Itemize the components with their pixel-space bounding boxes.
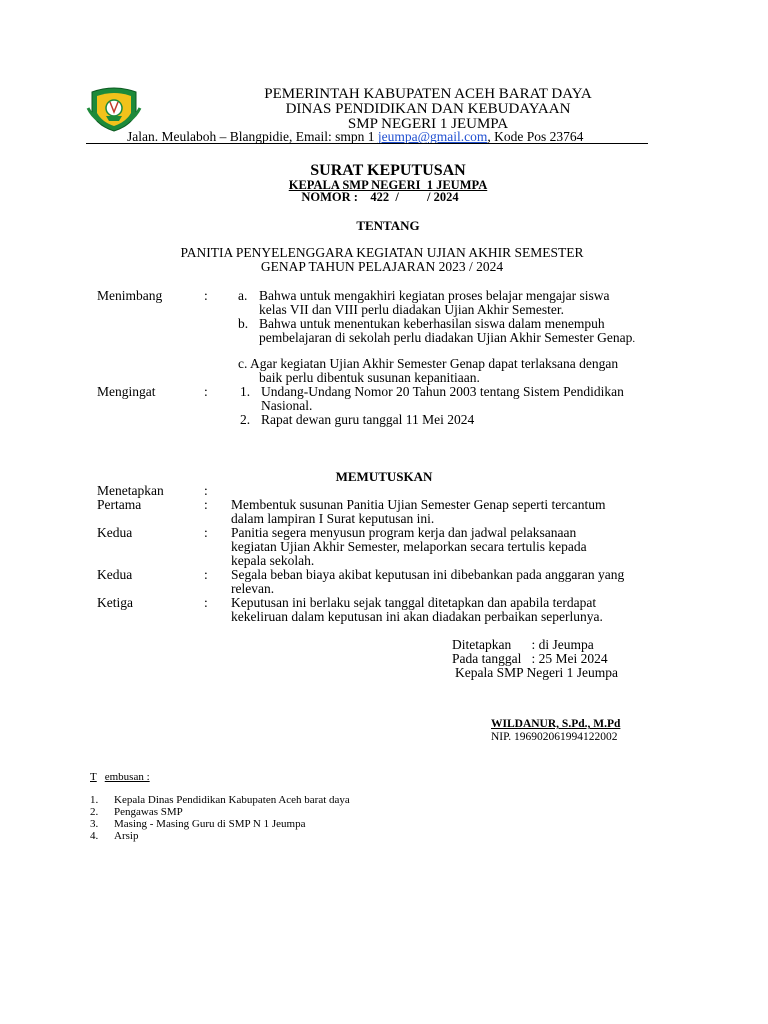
tembusan-item-4-number: 4. <box>90 830 99 842</box>
tembusan-t: T <box>90 771 97 783</box>
mengingat-2-marker: 2. <box>240 412 251 427</box>
pertama-colon: : <box>204 497 208 512</box>
menimbang-b-line-1: Bahwa untuk menentukan keberhasilan siswa dalam menempuh <box>259 316 605 331</box>
mengingat-1-marker: 1. <box>240 384 251 399</box>
menimbang-b-marker: b. <box>238 316 249 331</box>
kedua-line-2: kegiatan Ujian Akhir Semester, melaporkan secara tertulis kepada <box>231 539 587 554</box>
document-title: SURAT KEPUTUSAN <box>310 162 466 179</box>
tembusan-item-1: Kepala Dinas Pendidikan Kabupaten Aceh barat daya <box>114 794 350 806</box>
document-subtitle: KEPALA SMP NEGERI 1 JEUMPA <box>288 178 488 192</box>
email-link[interactable]: jeumpa@gmail.com <box>377 129 488 144</box>
pertama-line-2: dalam lampiran I Surat keputusan ini. <box>231 511 435 526</box>
kedua-label: Kedua <box>97 525 133 540</box>
mengingat-colon: : <box>204 384 208 399</box>
ditetapkan-line: Ditetapkan : di Jeumpa <box>452 637 594 652</box>
jabatan-line: Kepala SMP Negeri 1 Jeumpa <box>455 665 618 680</box>
address-line <box>127 130 583 144</box>
pertama-label: Pertama <box>97 497 142 512</box>
tembusan-item-3: Masing - Masing Guru di SMP N 1 Jeumpa <box>114 818 306 830</box>
header-line-2: DINAS PENDIDIKAN DAN KEBUDAYAAN <box>285 101 571 117</box>
menimbang-b-line-2-text: pembelajaran di sekolah perlu diadakan Ujian Akhir Semester Genap <box>259 330 633 345</box>
menimbang-a-marker: a. <box>238 288 248 303</box>
tembusan-item-4: Arsip <box>114 830 139 842</box>
ketiga-label: Ketiga <box>97 595 133 610</box>
kedua-colon: : <box>204 525 208 540</box>
kedua-b-line-2: relevan. <box>231 581 275 596</box>
menimbang-c-line-1: c. Agar kegiatan Ujian Akhir Semester Genap dapat terlaksana dengan <box>238 356 619 371</box>
subject-line-1: PANITIA PENYELENGGARA KEGIATAN UJIAN AKHIR SEMESTER <box>180 245 584 260</box>
tembusan-item-2: Pengawas SMP <box>114 806 183 818</box>
signatory-name: WILDANUR, S.Pd., M.Pd <box>491 718 621 730</box>
header-line-3: SMP NEGERI 1 JEUMPA <box>347 116 509 132</box>
tanggal-line: Pada tanggal : 25 Mei 2024 <box>452 651 608 666</box>
address-prefix: Jalan. Meulaboh – Blangpidie, Email: smpn 1 <box>127 129 378 144</box>
address-suffix: , Kode Pos 23764 <box>487 129 584 144</box>
mengingat-2-line: Rapat dewan guru tanggal 11 Mei 2024 <box>261 412 475 427</box>
tembusan-heading <box>90 771 150 783</box>
menimbang-b-line-2-period: . <box>632 333 636 345</box>
subject-line-2: GENAP TAHUN PELAJARAN 2023 / 2024 <box>260 259 504 274</box>
document-number: NOMOR : 422 / / 2024 <box>301 190 459 204</box>
tembusan-item-2-number: 2. <box>90 806 99 818</box>
header-divider <box>86 143 648 144</box>
signatory-nip: NIP. 196902061994122002 <box>491 731 618 743</box>
ketiga-line-1: Keputusan ini berlaku sejak tanggal ditetapkan dan apabila terdapat <box>231 595 597 610</box>
header-line-1: PEMERINTAH KABUPATEN ACEH BARAT DAYA <box>264 86 592 102</box>
kedua-line-1: Panitia segera menyusun program kerja dan jadwal pelaksanaan <box>231 525 577 540</box>
memutuskan-heading: MEMUTUSKAN <box>335 469 433 484</box>
tembusan-item-3-number: 3. <box>90 818 99 830</box>
mengingat-label: Mengingat <box>97 384 156 399</box>
ketiga-line-2: kekeliruan dalam keputusan ini akan diadakan perbaikan seperlunya. <box>231 609 603 624</box>
tembusan-item-1-number: 1. <box>90 794 99 806</box>
tentang-heading: TENTANG <box>356 218 420 233</box>
menimbang-a-line-1: Bahwa untuk mengakhiri kegiatan proses belajar mengajar siswa <box>259 288 610 303</box>
menimbang-colon: : <box>204 288 208 303</box>
tembusan-rest: embusan : <box>104 771 150 783</box>
ketiga-colon: : <box>204 595 208 610</box>
kedua-line-3: kepala sekolah. <box>231 553 315 568</box>
regency-logo <box>86 86 142 132</box>
mengingat-1-line-1: Undang-Undang Nomor 20 Tahun 2003 tentang Sistem Pendidikan <box>261 384 624 399</box>
menetapkan-colon: : <box>204 483 208 498</box>
menimbang-c-line-2: baik perlu dibentuk susunan kepanitiaan. <box>259 370 480 385</box>
menimbang-a-line-2: kelas VII dan VIII perlu diadakan Ujian Akhir Semester. <box>259 302 565 317</box>
mengingat-1-line-2: Nasional. <box>261 398 313 413</box>
menetapkan-label: Menetapkan <box>97 483 164 498</box>
kedua-b-line-1: Segala beban biaya akibat keputusan ini dibebankan pada anggaran yang <box>231 567 625 582</box>
menimbang-b-line-2 <box>259 331 635 346</box>
pertama-line-1: Membentuk susunan Panitia Ujian Semester Genap seperti tercantum <box>231 497 606 512</box>
menimbang-label: Menimbang <box>97 288 163 303</box>
kedua-b-label: Kedua <box>97 567 133 582</box>
kedua-b-colon: : <box>204 567 208 582</box>
